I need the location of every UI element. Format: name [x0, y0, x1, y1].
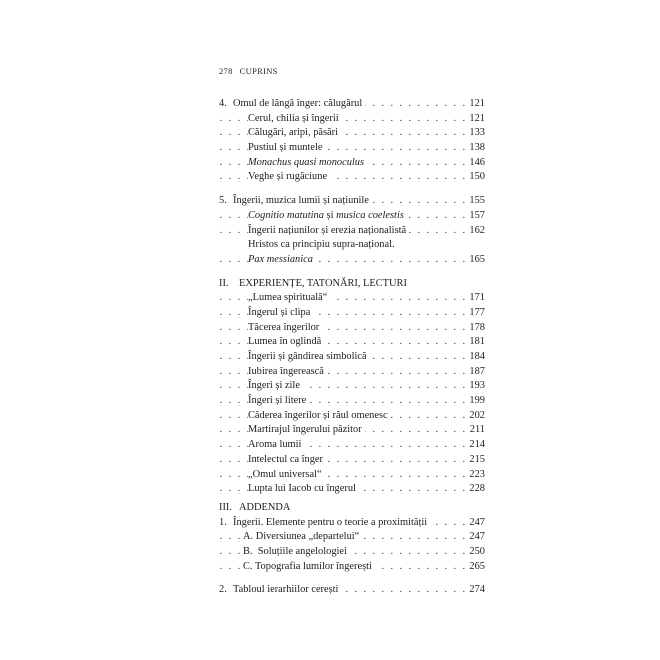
toc-entry	[219, 560, 485, 575]
running-header	[219, 66, 278, 76]
toc-entry-addenda-2	[219, 583, 485, 598]
entry-page: 171	[467, 291, 485, 306]
toc-entry	[219, 379, 485, 394]
entry-page: 223	[467, 468, 485, 483]
entry-title: Intelectul ca înger	[248, 454, 326, 465]
entry-page: 193	[467, 379, 485, 394]
entry-title: Monachus quasi monoculus	[248, 157, 367, 168]
entry-title: Lumea în oglindă	[248, 336, 324, 347]
toc-entry	[219, 350, 485, 365]
toc-entry-section-4	[219, 97, 485, 112]
toc-entry	[219, 468, 485, 483]
entry-page: 177	[467, 306, 485, 321]
toc-entry	[219, 321, 485, 336]
entry-number: 2.	[219, 584, 227, 596]
toc-entry-text-line	[219, 238, 485, 253]
entry-page: 247	[467, 516, 485, 531]
entry-page: 181	[467, 335, 485, 350]
toc-entry	[219, 224, 485, 239]
entry-page: 199	[467, 394, 485, 409]
entry-title: Lupta lui Iacob cu îngerul	[248, 483, 359, 494]
part-title: ADDENDA	[239, 501, 291, 513]
entry-title: Îngeri și litere	[248, 395, 309, 406]
entry-title: Călugări, aripi, păsări	[248, 127, 341, 138]
entry-page: 165	[467, 253, 485, 268]
entry-number: 4.	[219, 98, 227, 109]
entry-page: 214	[467, 438, 485, 453]
entry-title: „Lumea spirituală“	[248, 292, 330, 303]
entry-title: Pustiul și muntele	[248, 142, 325, 153]
toc-entry	[219, 156, 485, 171]
toc-entry	[219, 365, 485, 380]
toc-entry	[219, 112, 485, 127]
toc-entry	[219, 253, 485, 268]
toc-entry	[219, 438, 485, 453]
entry-title-part: musica coelestis	[336, 209, 404, 221]
toc-entry	[219, 409, 485, 424]
entry-page: 157	[467, 209, 485, 224]
entry-page: 184	[467, 350, 485, 365]
entry-page: 150	[467, 170, 485, 185]
entry-title: Pax messianica	[248, 254, 316, 265]
toc-entry-addenda-1	[219, 516, 485, 531]
entry-title: Tăcerea îngerilor	[248, 322, 322, 333]
entry-page: 187	[467, 365, 485, 380]
entry-title: C. Topografia lumilor îngerești	[243, 561, 375, 572]
entry-title: Îngerul și clipa	[248, 307, 313, 318]
entry-page: 133	[467, 126, 485, 141]
entry-title: Iubirea îngerească	[248, 366, 327, 377]
entry-page: 202	[467, 409, 485, 424]
part-heading-3	[219, 501, 485, 516]
entry-title: „Omul universal“	[248, 469, 325, 480]
entry-title: Omul de lângă înger: călugărul	[233, 98, 363, 109]
entry-page: 162	[467, 224, 485, 239]
toc-entry-section-5	[219, 194, 485, 209]
entry-title: Tabloul ierarhiilor cerești	[233, 584, 339, 596]
entry-title-part: Cognitio matutina	[248, 209, 324, 221]
page-number: 278	[219, 66, 233, 76]
part-heading-2	[219, 277, 485, 292]
table-of-contents	[219, 97, 485, 598]
entry-title: Căderea îngerilor și răul omenesc	[248, 410, 391, 421]
entry-title: A. Diversiunea „departelui“	[243, 531, 362, 542]
toc-entry	[219, 453, 485, 468]
toc-entry	[219, 335, 485, 350]
toc-entry	[219, 141, 485, 156]
toc-entry	[219, 306, 485, 321]
entry-title-part: și	[323, 209, 337, 221]
entry-number: 1.	[219, 516, 227, 528]
entry-page: 215	[467, 453, 485, 468]
running-title: CUPRINS	[239, 66, 278, 76]
entry-title: Veghe și rugăciune	[248, 171, 330, 182]
entry-page: 211	[468, 423, 485, 438]
entry-page: 146	[467, 156, 485, 171]
entry-title: Martirajul îngerului păzitor	[248, 424, 365, 435]
entry-page: 155	[467, 194, 485, 209]
part-title: EXPERIENȚE, TATONĂRI, LECTURI	[239, 277, 407, 289]
entry-title: Cerul, chilia și îngerii	[248, 113, 342, 124]
toc-entry	[219, 394, 485, 409]
part-number: II.	[219, 277, 229, 289]
entry-title: Hristos ca principiu supra-național.	[248, 239, 398, 250]
entry-page: 228	[467, 482, 485, 497]
entry-title: Îngerii. Elemente pentru o teorie a proximității	[233, 516, 428, 528]
entry-page: 265	[467, 560, 485, 575]
toc-entry	[219, 423, 485, 438]
toc-entry	[219, 170, 485, 185]
entry-title: Îngerii națiunilor și erezia naționalistă	[248, 225, 409, 236]
entry-title: B. Soluțiile angelologiei	[243, 546, 350, 557]
entry-page: 121	[467, 97, 485, 112]
toc-entry	[219, 209, 485, 224]
entry-page: 138	[467, 141, 485, 156]
entry-title: Îngeri și zile	[248, 380, 303, 391]
entry-title: Îngerii și gândirea simbolică	[248, 351, 370, 362]
toc-entry	[219, 545, 485, 560]
entry-page: 247	[467, 530, 485, 545]
entry-page: 250	[467, 545, 485, 560]
entry-page: 178	[467, 321, 485, 336]
entry-page: 274	[467, 583, 485, 598]
part-number: III.	[219, 501, 232, 513]
entry-number: 5.	[219, 195, 227, 207]
entry-page: 121	[467, 112, 485, 127]
toc-entry	[219, 530, 485, 545]
toc-entry	[219, 126, 485, 141]
entry-title: Aroma lumii	[248, 439, 304, 450]
entry-title: Îngerii, muzica lumii și națiunile	[233, 195, 369, 207]
toc-entry	[219, 291, 485, 306]
toc-entry	[219, 482, 485, 497]
